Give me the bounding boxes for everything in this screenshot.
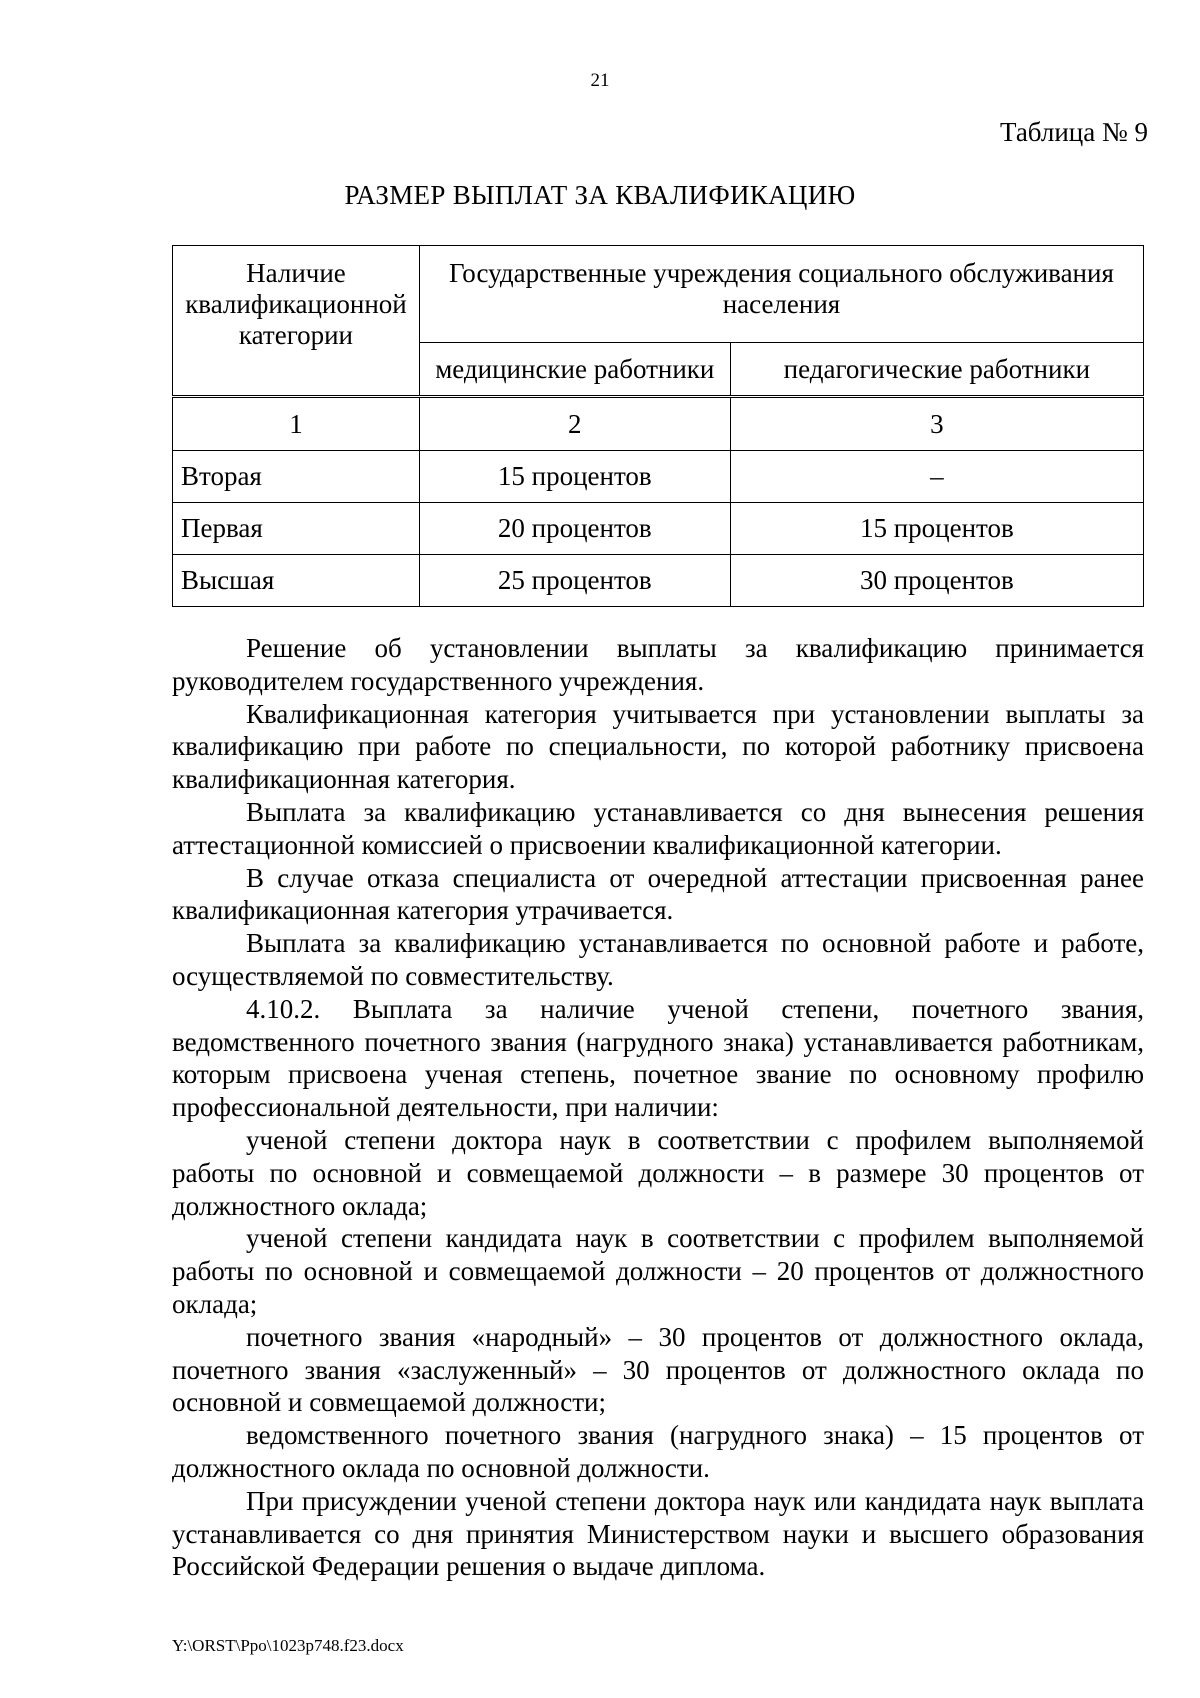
medical-cell: 20 процентов	[419, 503, 730, 555]
paragraph: 4.10.2. Выплата за наличие ученой степени, почетного звания, ведомственного почетного звания (нагрудного знака) устанавливается работникам, которым присвоена ученая степень, почетное звание по основному профилю профессиональной деятельности, при наличии:	[172, 993, 1144, 1123]
pedagogical-cell: 30 процентов	[730, 555, 1143, 607]
list-item: почетного звания «народный» – 30 процентов от должностного оклада, почетного звания «заслуженный» – 30 процентов от должностного оклада по основной и совмещаемой должности;	[172, 1321, 1144, 1418]
table-row	[173, 503, 1144, 555]
pedagogical-cell: –	[730, 451, 1143, 503]
paragraph: Решение об установлении выплаты за квалификацию принимается руководителем государственного учреждения.	[172, 633, 1144, 696]
column-number: 3	[730, 397, 1143, 451]
category-cell: Вторая	[173, 451, 420, 503]
column-number: 1	[173, 397, 420, 451]
paragraph: Квалификационная категория учитывается при установлении выплаты за квалификацию при работе по специальности, по которой работнику присвоена квалификационная категория.	[172, 698, 1144, 795]
paragraph: Выплата за квалификацию устанавливается со дня вынесения решения аттестационной комиссией о присвоении квалификационной категории.	[172, 796, 1144, 860]
column-number-row	[173, 397, 1144, 451]
paragraph: В случае отказа специалиста от очередной аттестации присвоенная ранее квалификационная категория утрачивается.	[172, 862, 1144, 926]
body-text	[172, 632, 1144, 1583]
column-number: 2	[419, 397, 730, 451]
medical-cell: 15 процентов	[419, 451, 730, 503]
medical-cell: 25 процентов	[419, 555, 730, 607]
table-row	[173, 451, 1144, 503]
pedagogical-cell: 15 процентов	[730, 503, 1143, 555]
table-title: РАЗМЕР ВЫПЛАТ ЗА КВАЛИФИКАЦИЮ	[344, 180, 856, 210]
page-number: 21	[590, 70, 610, 91]
header-pedagogical: педагогические работники	[730, 343, 1143, 397]
paragraph: Выплата за квалификацию устанавливается по основной работе и работе, осуществляемой по совместительству.	[172, 928, 1144, 991]
list-item: ученой степени кандидата наук в соответствии с профилем выполняемой работы по основной и совмещаемой должности – 20 процентов от должностного оклада;	[172, 1223, 1144, 1319]
table-label: Таблица № 9	[1000, 117, 1148, 147]
header-medical: медицинские работники	[419, 343, 730, 397]
header-group: Государственные учреждения социального обслуживания населения	[419, 246, 1143, 343]
table-row	[173, 555, 1144, 607]
paragraph: При присуждении ученой степени доктора наук или кандидата наук выплата устанавливается со дня принятия Министерством науки и высшего образования Российской Федерации решения о выдаче диплома.	[172, 1485, 1144, 1582]
list-item: ученой степени доктора наук в соответствии с профилем выполняемой работы по основной и совмещаемой должности – в размере 30 процентов от должностного оклада;	[172, 1124, 1144, 1221]
category-cell: Первая	[173, 503, 420, 555]
qualification-payment-table	[172, 245, 1144, 607]
footer-file-path: Y:\ORST\Ppo\1023p748.f23.docx	[172, 1636, 404, 1655]
list-item: ведомственного почетного звания (нагрудного знака) – 15 процентов от должностного оклада по основной должности.	[172, 1420, 1144, 1483]
header-category: Наличие квалификационной категории	[173, 246, 420, 397]
category-cell: Высшая	[173, 555, 420, 607]
